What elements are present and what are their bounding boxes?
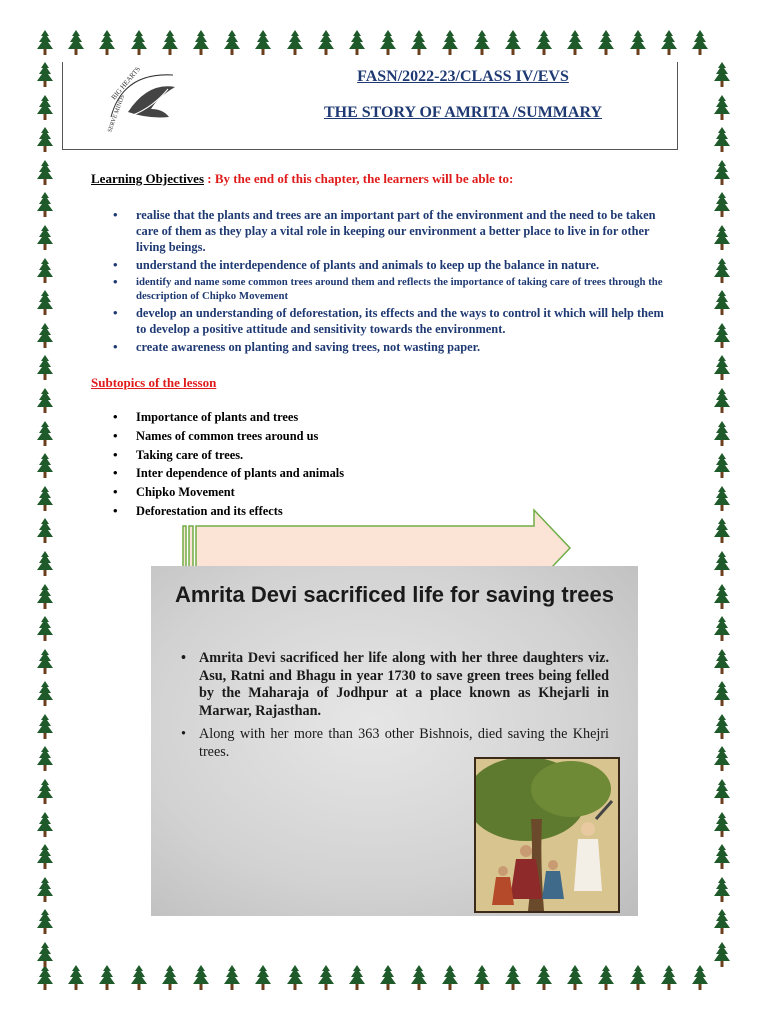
tree-icon — [161, 965, 179, 991]
tree-icon — [348, 965, 366, 991]
tree-icon — [713, 453, 731, 479]
tree-icon — [713, 486, 731, 512]
tree-icon — [713, 355, 731, 381]
tree-icon — [713, 584, 731, 610]
tree-icon — [713, 616, 731, 642]
tree-icon — [36, 812, 54, 838]
learning-objectives-intro: By the end of this chapter, the learners will be able to: — [214, 171, 514, 186]
tree-icon — [566, 965, 584, 991]
tree-icon — [98, 30, 116, 56]
tree-icon — [36, 225, 54, 251]
list-item: • Taking care of trees. — [110, 446, 510, 465]
tree-icon — [473, 30, 491, 56]
logo-text-bottom: SERVE MINDS — [107, 94, 127, 134]
list-item: • Inter dependence of plants and animals — [110, 464, 510, 483]
tree-icon — [713, 258, 731, 284]
tree-icon — [713, 909, 731, 935]
school-logo — [103, 67, 183, 137]
tree-icon — [441, 965, 459, 991]
tree-icon — [223, 965, 241, 991]
tree-icon — [36, 844, 54, 870]
tree-icon — [713, 877, 731, 903]
header-class-code: FASN/2022-23/CLASS IV/EVS — [357, 68, 569, 85]
tree-icon — [713, 388, 731, 414]
tree-icon — [535, 965, 553, 991]
tree-icon — [713, 942, 731, 968]
amrita-devi-painting — [474, 757, 620, 913]
list-item: • Deforestation and its effects — [110, 502, 510, 521]
tree-icon — [504, 965, 522, 991]
list-item: • Chipko Movement — [110, 483, 510, 502]
tree-icon — [713, 746, 731, 772]
tree-icon — [36, 290, 54, 316]
tree-icon — [379, 965, 397, 991]
tree-icon — [36, 965, 54, 991]
tree-icon — [36, 421, 54, 447]
tree-icon — [36, 323, 54, 349]
tree-icon — [660, 965, 678, 991]
tree-icon — [67, 965, 85, 991]
tree-icon — [36, 453, 54, 479]
tree-icon — [36, 779, 54, 805]
tree-icon — [36, 192, 54, 218]
tree-icon — [36, 877, 54, 903]
tree-icon — [410, 965, 428, 991]
border-left — [36, 62, 54, 968]
tree-icon — [36, 616, 54, 642]
tree-icon — [473, 965, 491, 991]
list-item: • Importance of plants and trees — [110, 408, 510, 427]
tree-icon — [130, 965, 148, 991]
tree-icon — [36, 95, 54, 121]
tree-icon — [713, 290, 731, 316]
subtopics-heading: Subtopics of the lesson — [91, 375, 217, 390]
header-box — [62, 62, 678, 150]
tree-icon — [36, 62, 54, 88]
logo-text-top: BIG HEARTS — [109, 67, 143, 102]
tree-icon — [660, 30, 678, 56]
tree-icon — [36, 681, 54, 707]
tree-icon — [713, 323, 731, 349]
tree-icon — [36, 388, 54, 414]
tree-icon — [535, 30, 553, 56]
border-top — [36, 30, 709, 56]
border-right — [713, 62, 731, 968]
tree-icon — [713, 681, 731, 707]
tree-icon — [36, 30, 54, 56]
tree-icon — [441, 30, 459, 56]
tree-icon — [254, 965, 272, 991]
tree-icon — [691, 965, 709, 991]
tree-icon — [629, 965, 647, 991]
tree-icon — [36, 746, 54, 772]
tree-icon — [597, 965, 615, 991]
tree-icon — [713, 714, 731, 740]
tree-icon — [98, 965, 116, 991]
tree-icon — [36, 518, 54, 544]
tree-icon — [713, 779, 731, 805]
learning-objectives-separator: : — [204, 171, 215, 186]
tree-icon — [36, 160, 54, 186]
tree-icon — [130, 30, 148, 56]
tree-icon — [629, 30, 647, 56]
tree-icon — [36, 486, 54, 512]
list-item: • create awareness on planting and saving trees, not wasting paper. — [110, 339, 670, 355]
learning-objectives-label: Learning Objectives — [91, 171, 205, 186]
tree-icon — [504, 30, 522, 56]
tree-icon — [223, 30, 241, 56]
tree-icon — [348, 30, 366, 56]
tree-icon — [36, 127, 54, 153]
tree-icon — [36, 258, 54, 284]
tree-icon — [317, 965, 335, 991]
objectives-list — [110, 207, 670, 357]
list-item: • Along with her more than 363 other Bishnois, died saving the Khejri trees. — [179, 726, 609, 761]
tree-icon — [36, 714, 54, 740]
tree-icon — [713, 649, 731, 675]
list-item: • realise that the plants and trees are an important part of the environment and the need to be taken care of them as they play a vital role in keeping our environment a better place to live in for other living beings. — [110, 207, 670, 255]
tree-icon — [161, 30, 179, 56]
tree-icon — [713, 551, 731, 577]
tree-icon — [713, 812, 731, 838]
tree-icon — [597, 30, 615, 56]
list-item: • understand the interdependence of plants and animals to keep up the balance in nature. — [110, 257, 670, 273]
tree-icon — [36, 551, 54, 577]
slide-bullets — [179, 650, 609, 767]
tree-icon — [286, 30, 304, 56]
tree-icon — [379, 30, 397, 56]
list-item: • develop an understanding of deforestation, its effects and the ways to control it which will help them to develop a positive attitude and sensitivity towards the environment. — [110, 305, 670, 337]
tree-icon — [317, 30, 335, 56]
tree-icon — [67, 30, 85, 56]
tree-icon — [36, 649, 54, 675]
tree-icon — [192, 965, 210, 991]
list-item: • Names of common trees around us — [110, 427, 510, 446]
tree-icon — [713, 160, 731, 186]
slide-image — [151, 566, 638, 916]
tree-icon — [713, 518, 731, 544]
tree-icon — [36, 355, 54, 381]
tree-icon — [410, 30, 428, 56]
border-bottom — [36, 965, 709, 991]
tree-icon — [192, 30, 210, 56]
learning-objectives-heading — [91, 171, 513, 187]
tree-icon — [713, 192, 731, 218]
tree-icon — [713, 421, 731, 447]
tree-icon — [254, 30, 272, 56]
tree-icon — [566, 30, 584, 56]
subtopics-list — [110, 408, 510, 521]
tree-icon — [713, 844, 731, 870]
list-item: • identify and name some common trees around them and reflects the importance of taking care of trees through the description of Chipko Movement — [110, 275, 670, 303]
tree-icon — [36, 584, 54, 610]
tree-icon — [286, 965, 304, 991]
tree-icon — [36, 909, 54, 935]
tree-icon — [691, 30, 709, 56]
slide-title: Amrita Devi sacrificed life for saving trees — [175, 582, 614, 607]
tree-icon — [713, 225, 731, 251]
tree-icon — [713, 127, 731, 153]
header-title: THE STORY OF AMRITA /SUMMARY — [323, 104, 602, 121]
tree-icon — [36, 942, 54, 968]
list-item: • Amrita Devi sacrificed her life along with her three daughters viz. Asu, Ratni and Bhagu in year 1730 to save green trees being felled by the Maharaja of Jodhpur at a place known as Khejarli in Marwar, Rajasthan. — [179, 650, 609, 720]
